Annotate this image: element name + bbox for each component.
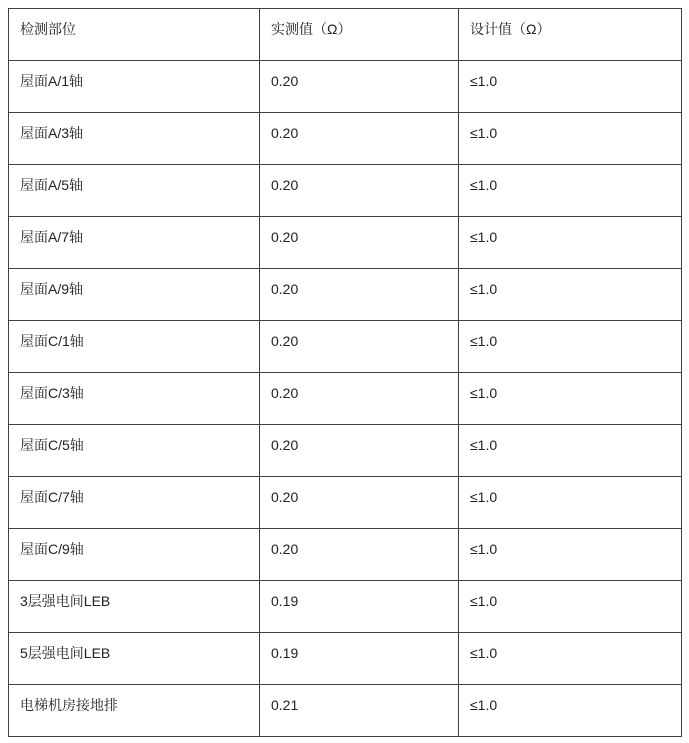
table-cell-measured: 0.20: [260, 425, 459, 477]
header-cell-location: 检测部位: [9, 9, 260, 61]
table-cell-location: 3层强电间LEB: [9, 581, 260, 633]
table-row: [9, 581, 682, 633]
table-row: [9, 217, 682, 269]
table-row: [9, 61, 682, 113]
table-cell-design: ≤1.0: [459, 373, 682, 425]
table-row: [9, 425, 682, 477]
table-row: [9, 685, 682, 737]
table-cell-location: 屋面C/3轴: [9, 373, 260, 425]
table-cell-measured: 0.20: [260, 269, 459, 321]
table-cell-measured: 0.20: [260, 113, 459, 165]
table-cell-measured: 0.20: [260, 529, 459, 581]
table-cell-design: ≤1.0: [459, 269, 682, 321]
table-cell-measured: 0.20: [260, 373, 459, 425]
table-cell-design: ≤1.0: [459, 217, 682, 269]
header-cell-design: 设计值（Ω）: [459, 9, 682, 61]
table-row: [9, 165, 682, 217]
table-cell-location: 屋面C/1轴: [9, 321, 260, 373]
table-cell-measured: 0.19: [260, 633, 459, 685]
table-cell-design: ≤1.0: [459, 633, 682, 685]
table-cell-location: 屋面C/7轴: [9, 477, 260, 529]
table-row: [9, 113, 682, 165]
table-cell-design: ≤1.0: [459, 61, 682, 113]
table-body: [9, 61, 682, 737]
table-cell-measured: 0.20: [260, 165, 459, 217]
table-cell-location: 屋面C/5轴: [9, 425, 260, 477]
table-row: [9, 373, 682, 425]
table-cell-measured: 0.20: [260, 217, 459, 269]
table-cell-location: 屋面A/7轴: [9, 217, 260, 269]
table-cell-design: ≤1.0: [459, 529, 682, 581]
table-cell-design: ≤1.0: [459, 685, 682, 737]
table-cell-location: 电梯机房接地排: [9, 685, 260, 737]
table-cell-design: ≤1.0: [459, 581, 682, 633]
table-cell-design: ≤1.0: [459, 477, 682, 529]
table-row: [9, 633, 682, 685]
table-cell-design: ≤1.0: [459, 321, 682, 373]
table-cell-measured: 0.20: [260, 321, 459, 373]
table-cell-location: 5层强电间LEB: [9, 633, 260, 685]
table-cell-design: ≤1.0: [459, 113, 682, 165]
table-cell-design: ≤1.0: [459, 165, 682, 217]
table-cell-location: 屋面A/1轴: [9, 61, 260, 113]
header-row: [9, 9, 682, 61]
table-cell-location: 屋面C/9轴: [9, 529, 260, 581]
table-cell-measured: 0.21: [260, 685, 459, 737]
table-cell-location: 屋面A/5轴: [9, 165, 260, 217]
table-row: [9, 321, 682, 373]
table-cell-location: 屋面A/3轴: [9, 113, 260, 165]
table-row: [9, 269, 682, 321]
measurement-table: [8, 8, 682, 737]
table-cell-measured: 0.20: [260, 61, 459, 113]
table-row: [9, 477, 682, 529]
table-cell-design: ≤1.0: [459, 425, 682, 477]
header-cell-measured: 实测值（Ω）: [260, 9, 459, 61]
table-row: [9, 529, 682, 581]
table-cell-measured: 0.19: [260, 581, 459, 633]
table-cell-measured: 0.20: [260, 477, 459, 529]
table-cell-location: 屋面A/9轴: [9, 269, 260, 321]
